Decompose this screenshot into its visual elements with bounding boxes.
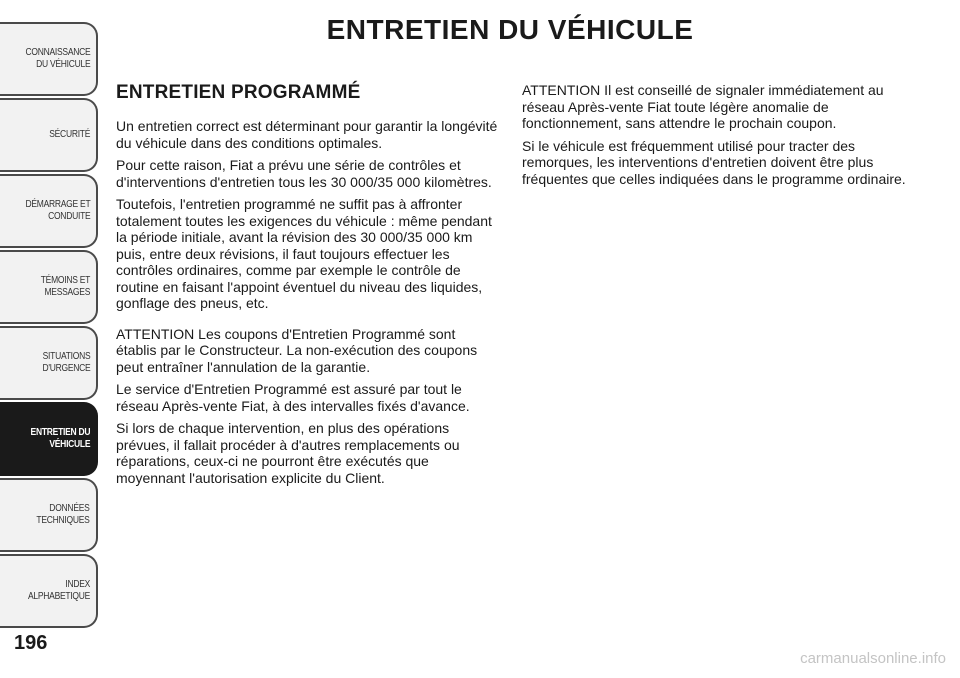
page-title: ENTRETIEN DU VÉHICULE xyxy=(326,14,694,45)
tab-entretien-du-vehicule[interactable] xyxy=(0,402,98,476)
tab-label: INDEX ALPHABETIQUE xyxy=(27,579,90,602)
tab-label: SÉCURITÉ xyxy=(49,129,90,140)
tab-label: SITUATIONS D'URGENCE xyxy=(42,351,90,374)
tab-situations-durgence[interactable] xyxy=(0,326,98,400)
tab-label: ENTRETIEN DU VÉHICULE xyxy=(30,427,90,450)
paragraph: Si lors de chaque intervention, en plus des opérations prévues, il fallait procéder à d'autres remplacements ou réparations, ceux-ci ne pourront être exécutés que moyennant l'autorisation explicite du Client. xyxy=(116,420,460,486)
right-column xyxy=(522,82,912,193)
tab-index-alphabetique[interactable] xyxy=(0,554,98,628)
tab-label: TÉMOINS ET MESSAGES xyxy=(40,275,90,298)
paragraph: Un entretien correct est déterminant pour garantir la longévité du véhicule dans des conditions optimales. xyxy=(116,118,498,151)
tab-connaissance-du-vehicule[interactable] xyxy=(0,22,98,96)
page-number: 196 xyxy=(14,632,48,654)
tab-label: DÉMARRAGE ET CONDUITE xyxy=(25,199,90,222)
tab-demarrage-et-conduite[interactable] xyxy=(0,174,98,248)
tab-securite[interactable] xyxy=(0,98,98,172)
attention-paragraph: ATTENTION Les coupons d'Entretien Programmé sont établis par le Constructeur. La non-exécution des coupons peut entraîner l'annulation de la garantie. xyxy=(116,325,478,375)
tab-label: CONNAISSANCE DU VÉHICULE xyxy=(25,47,90,70)
left-column xyxy=(116,82,498,492)
tab-label: DONNÉES TECHNIQUES xyxy=(36,503,90,526)
paragraph: Pour cette raison, Fiat a prévu une série de contrôles et d'interventions d'entretien tous les 30 000/35 000 kilomètres. xyxy=(116,157,492,190)
paragraph: Si le véhicule est fréquemment utilisé pour tracter des remorques, les interventions d'entretien doivent être plus fréquentes que celles indiquées dans le programme ordinaire. xyxy=(522,137,906,187)
paragraph: Le service d'Entretien Programmé est assuré par tout le réseau Après-vente Fiat, à des intervalles fixés d'avance. xyxy=(116,381,470,414)
tab-donnees-techniques[interactable] xyxy=(0,478,98,552)
attention-paragraph: ATTENTION Il est conseillé de signaler immédiatement au réseau Après-vente Fiat toute légère anomalie de fonctionnement, sans attendre le prochain coupon. xyxy=(522,82,884,131)
tab-temoins-et-messages[interactable] xyxy=(0,250,98,324)
watermark: carmanualsonline.info xyxy=(800,650,946,667)
paragraph: Toutefois, l'entretien programmé ne suffit pas à affronter totalement toutes les exigences du véhicule : même pendant la période initiale, avant la révision des 30 000/35 000 km puis, entre deux révisions, il faut toujours effectuer les contrôles ordinaires, comme par exemple le contrôle de routine en faisant l'appoint éventuel du niveau des liquides, gonflage des pneus, etc. xyxy=(116,196,492,311)
section-title: ENTRETIEN PROGRAMMÉ xyxy=(116,82,361,103)
